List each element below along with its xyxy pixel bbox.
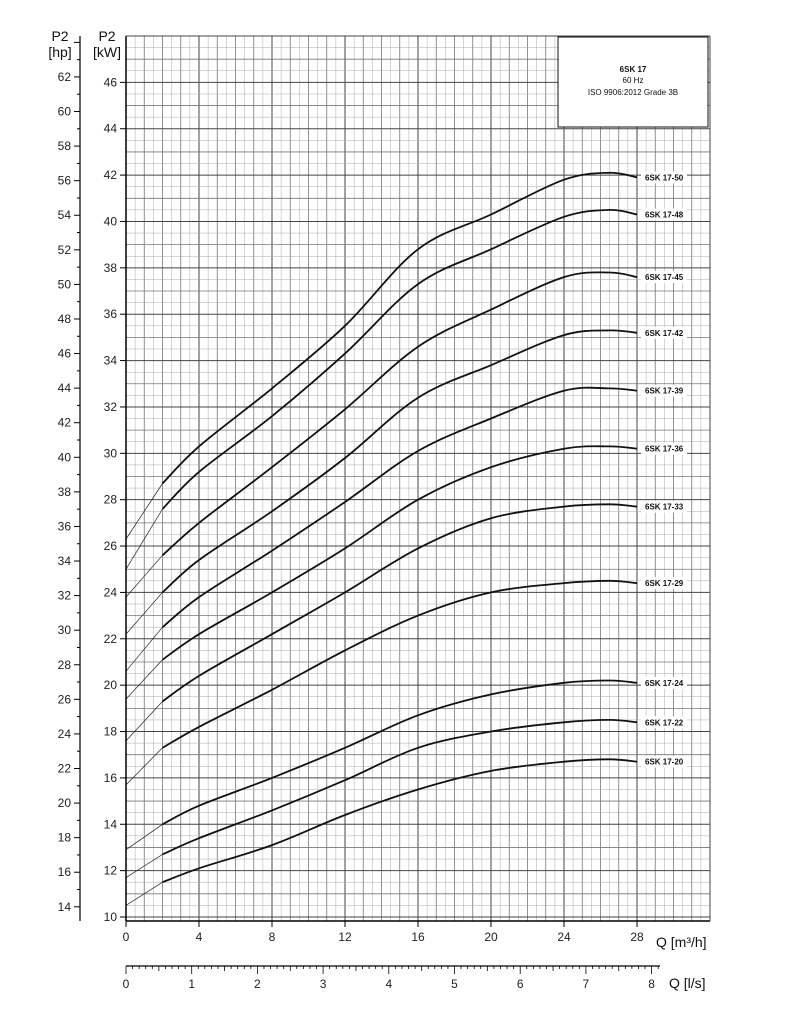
y2-axis-tick-label: 22 (57, 761, 71, 776)
y-axis-tick-label: 28 (103, 492, 117, 507)
y2-axis-tick-label: 20 (57, 796, 71, 811)
y-axis-tick-label: 22 (103, 631, 117, 646)
y-axis-unit-top: P2 (98, 28, 116, 44)
y2-axis-tick-label: 56 (57, 173, 71, 188)
y-axis-tick-label: 44 (103, 121, 117, 136)
y-axis-tick-label: 32 (103, 399, 117, 414)
curve-label: 6SK 17-39 (645, 386, 684, 396)
y2-axis-tick-label: 32 (57, 588, 71, 603)
x-axis-tick-label: 12 (338, 930, 352, 944)
x-axis-tick-label: 28 (630, 930, 644, 944)
x2-axis-tick-label: 0 (122, 977, 130, 991)
x-axis-tick-label: 20 (484, 930, 498, 944)
x2-axis-tick-label: 4 (385, 977, 393, 991)
curve-label: 6SK 17-42 (645, 328, 684, 338)
y2-axis-tick-label: 50 (57, 277, 71, 292)
y2-axis-tick-label: 46 (57, 346, 71, 361)
y-axis-tick-label: 30 (103, 446, 117, 461)
info-box-title: 6SK 17 (619, 65, 647, 74)
x2-axis-tick-label: 2 (254, 977, 261, 991)
y2-axis-tick-label: 38 (57, 484, 71, 499)
y-axis-tick-label: 16 (103, 770, 117, 785)
y-axis-tick-label: 24 (103, 585, 117, 600)
y2-axis-tick-label: 58 (57, 139, 71, 154)
curve-label: 6SK 17-36 (645, 444, 684, 454)
y2-axis-unit-bottom: [hp] (48, 44, 72, 60)
y-axis-tick-label: 12 (103, 863, 117, 878)
x2-axis-tick-label: 3 (319, 977, 327, 991)
y-axis-tick-label: 38 (103, 260, 117, 275)
x2-axis-tick-label: 1 (188, 977, 196, 991)
y2-axis-tick-label: 14 (57, 899, 71, 914)
y2-axis-tick-label: 16 (57, 865, 71, 880)
y2-axis-tick-label: 26 (57, 692, 71, 707)
y2-axis-tick-label: 24 (57, 726, 71, 741)
y2-axis-tick-label: 18 (57, 830, 71, 845)
x2-axis-tick-label: 5 (451, 977, 458, 991)
info-box-line1: 60 Hz (622, 76, 644, 85)
x-axis-tick-label: 16 (411, 930, 425, 944)
x-axis-title: Q [m³/h] (656, 934, 707, 950)
y2-axis-tick-label: 42 (57, 415, 71, 430)
y2-axis-tick-label: 52 (57, 242, 71, 257)
y2-axis-unit-top: P2 (51, 28, 69, 44)
y-axis-tick-label: 36 (103, 307, 117, 322)
curve-label: 6SK 17-24 (645, 678, 684, 688)
y2-axis-tick-label: 34 (57, 554, 71, 569)
y2-axis-tick-label: 60 (57, 104, 71, 119)
x2-axis-tick-label: 8 (648, 977, 655, 991)
y-axis-tick-label: 34 (103, 353, 117, 368)
x2-axis-tick-label: 6 (516, 977, 524, 991)
info-box-line2: ISO 9906:2012 Grade 3B (587, 88, 679, 97)
curve-label: 6SK 17-50 (645, 173, 684, 183)
y2-axis-tick-label: 36 (57, 519, 71, 534)
x2-axis-title: Q [l/s] (669, 975, 706, 991)
y-axis-unit-bottom: [kW] (93, 44, 121, 60)
x-axis-tick-label: 24 (557, 930, 571, 944)
x-axis-tick-label: 0 (122, 930, 130, 944)
x-axis-tick-label: 4 (195, 930, 203, 944)
y-axis-tick-label: 26 (103, 539, 117, 554)
y2-axis-tick-label: 30 (57, 623, 71, 638)
curve-label: 6SK 17-45 (645, 273, 684, 283)
y-axis-tick-label: 46 (103, 75, 117, 90)
curve-label: 6SK 17-20 (645, 757, 684, 767)
y-axis-tick-label: 40 (103, 214, 117, 229)
y2-axis-tick-label: 48 (57, 311, 71, 326)
curve-labels (641, 171, 687, 767)
y2-axis-tick-label: 28 (57, 657, 71, 672)
curve-label: 6SK 17-29 (645, 579, 684, 589)
chart-grid (126, 36, 710, 921)
y2-axis-tick-label: 44 (57, 381, 71, 396)
x-axis-tick-label: 8 (268, 930, 276, 944)
y-axis-tick-label: 18 (103, 724, 117, 739)
y-axis-tick-label: 14 (103, 817, 117, 832)
curve-label: 6SK 17-48 (645, 210, 684, 220)
y-axis-tick-label: 42 (103, 168, 117, 183)
y2-axis-tick-label: 40 (57, 450, 71, 465)
y-axis-tick-label: 10 (103, 910, 117, 924)
y2-axis-tick-label: 62 (57, 69, 71, 84)
y-axis-tick-label: 20 (103, 678, 117, 693)
curve-label: 6SK 17-22 (645, 718, 684, 728)
info-box (558, 37, 708, 127)
y2-axis-tick-label: 54 (57, 208, 71, 223)
x2-axis-tick-label: 7 (582, 977, 590, 991)
curve-label: 6SK 17-33 (645, 502, 684, 512)
